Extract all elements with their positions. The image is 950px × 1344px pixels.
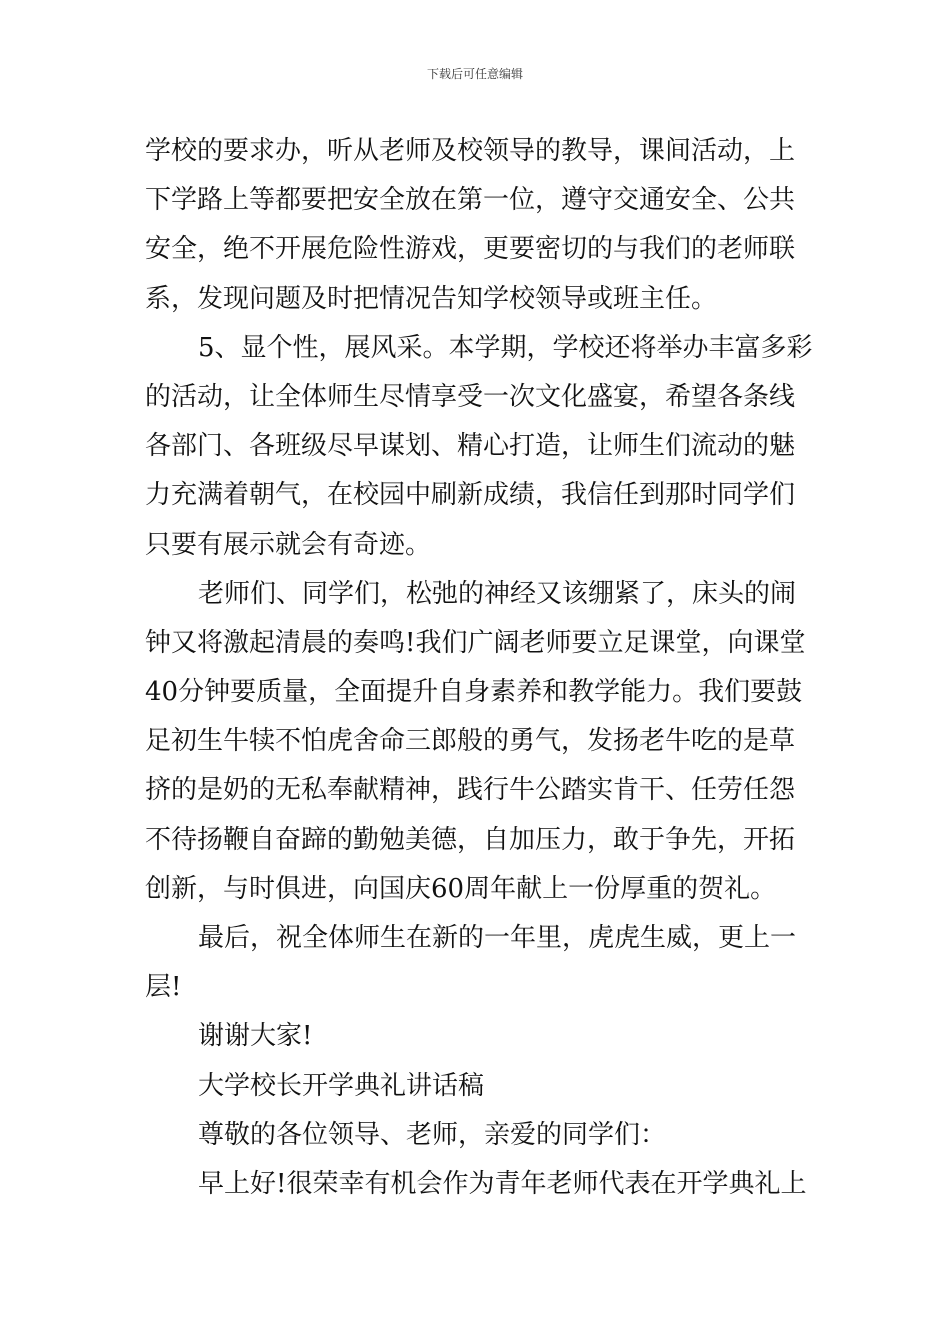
text-line: 5、显个性，展风采。本学期，学校还将举办丰富多彩: [198, 332, 813, 363]
text-line: 系，发现问题及时把情况告知学校领导或班主任。: [145, 283, 718, 314]
text-line: 各部门、各班级尽早谋划、精心打造，让师生们流动的魅: [145, 431, 796, 462]
text-line: 足初生牛犊不怕虎舍命三郎般的勇气，发扬老牛吃的是草: [145, 726, 796, 757]
text-line: 最后，祝全体师生在新的一年里，虎虎生威，更上一: [198, 923, 797, 953]
text-line: 谢谢大家!: [198, 1021, 313, 1052]
text-line: 创新，与时俱进，向国庆60周年献上一份厚重的贺礼。: [145, 873, 777, 904]
text-line: 老师们、同学们，松弛的神经又该绷紧了，床头的闹: [198, 578, 797, 609]
document-body: [145, 127, 813, 1209]
section-title: [145, 1062, 809, 1111]
text-line: 早上好!很荣幸有机会作为青年老师代表在开学典礼上: [198, 1168, 807, 1199]
text-line: 只要有展示就会有奇迹。: [145, 529, 432, 560]
paragraph-safety: [145, 127, 809, 324]
text-line: 的活动，让全体师生尽情享受一次文化盛宴，希望各条线: [145, 381, 796, 412]
text-line: 尊敬的各位领导、老师，亲爱的同学们：: [198, 1119, 667, 1150]
text-line: 钟又将激起清晨的奏鸣!我们广阔老师要立足课堂，向课堂: [145, 627, 806, 658]
text-line: 层!: [145, 972, 182, 1003]
paragraph-teachers: [145, 570, 809, 914]
paragraph-salutation: [145, 1111, 809, 1160]
paragraph-closing-wish: [145, 914, 809, 1012]
text-line: 不待扬鞭自奋蹄的勤勉美德，自加压力，敢于争先，开拓: [145, 824, 796, 855]
text-line: 挤的是奶的无私奉献精神，践行牛公踏实肯干、任劳任怨: [145, 775, 796, 806]
text-line: 安全，绝不开展危险性游戏，更要密切的与我们的老师联: [145, 234, 796, 265]
text-line: 下学路上等都要把安全放在第一位，遵守交通安全、公共: [145, 185, 796, 216]
paragraph-thanks: [145, 1012, 809, 1061]
text-line: 40分钟要质量，全面提升自身素养和教学能力。我们要鼓: [145, 677, 803, 708]
paragraph-activities: [145, 324, 813, 570]
text-line: 力充满着朝气，在校园中刷新成绩，我信任到那时同学们: [145, 480, 796, 511]
text-line: 学校的要求办，听从老师及校领导的教导，课间活动，上: [145, 136, 796, 166]
page-header: 下载后可任意编辑: [426, 67, 523, 81]
text-line: 大学校长开学典礼讲话稿: [198, 1070, 485, 1101]
paragraph-greeting: [145, 1160, 809, 1209]
